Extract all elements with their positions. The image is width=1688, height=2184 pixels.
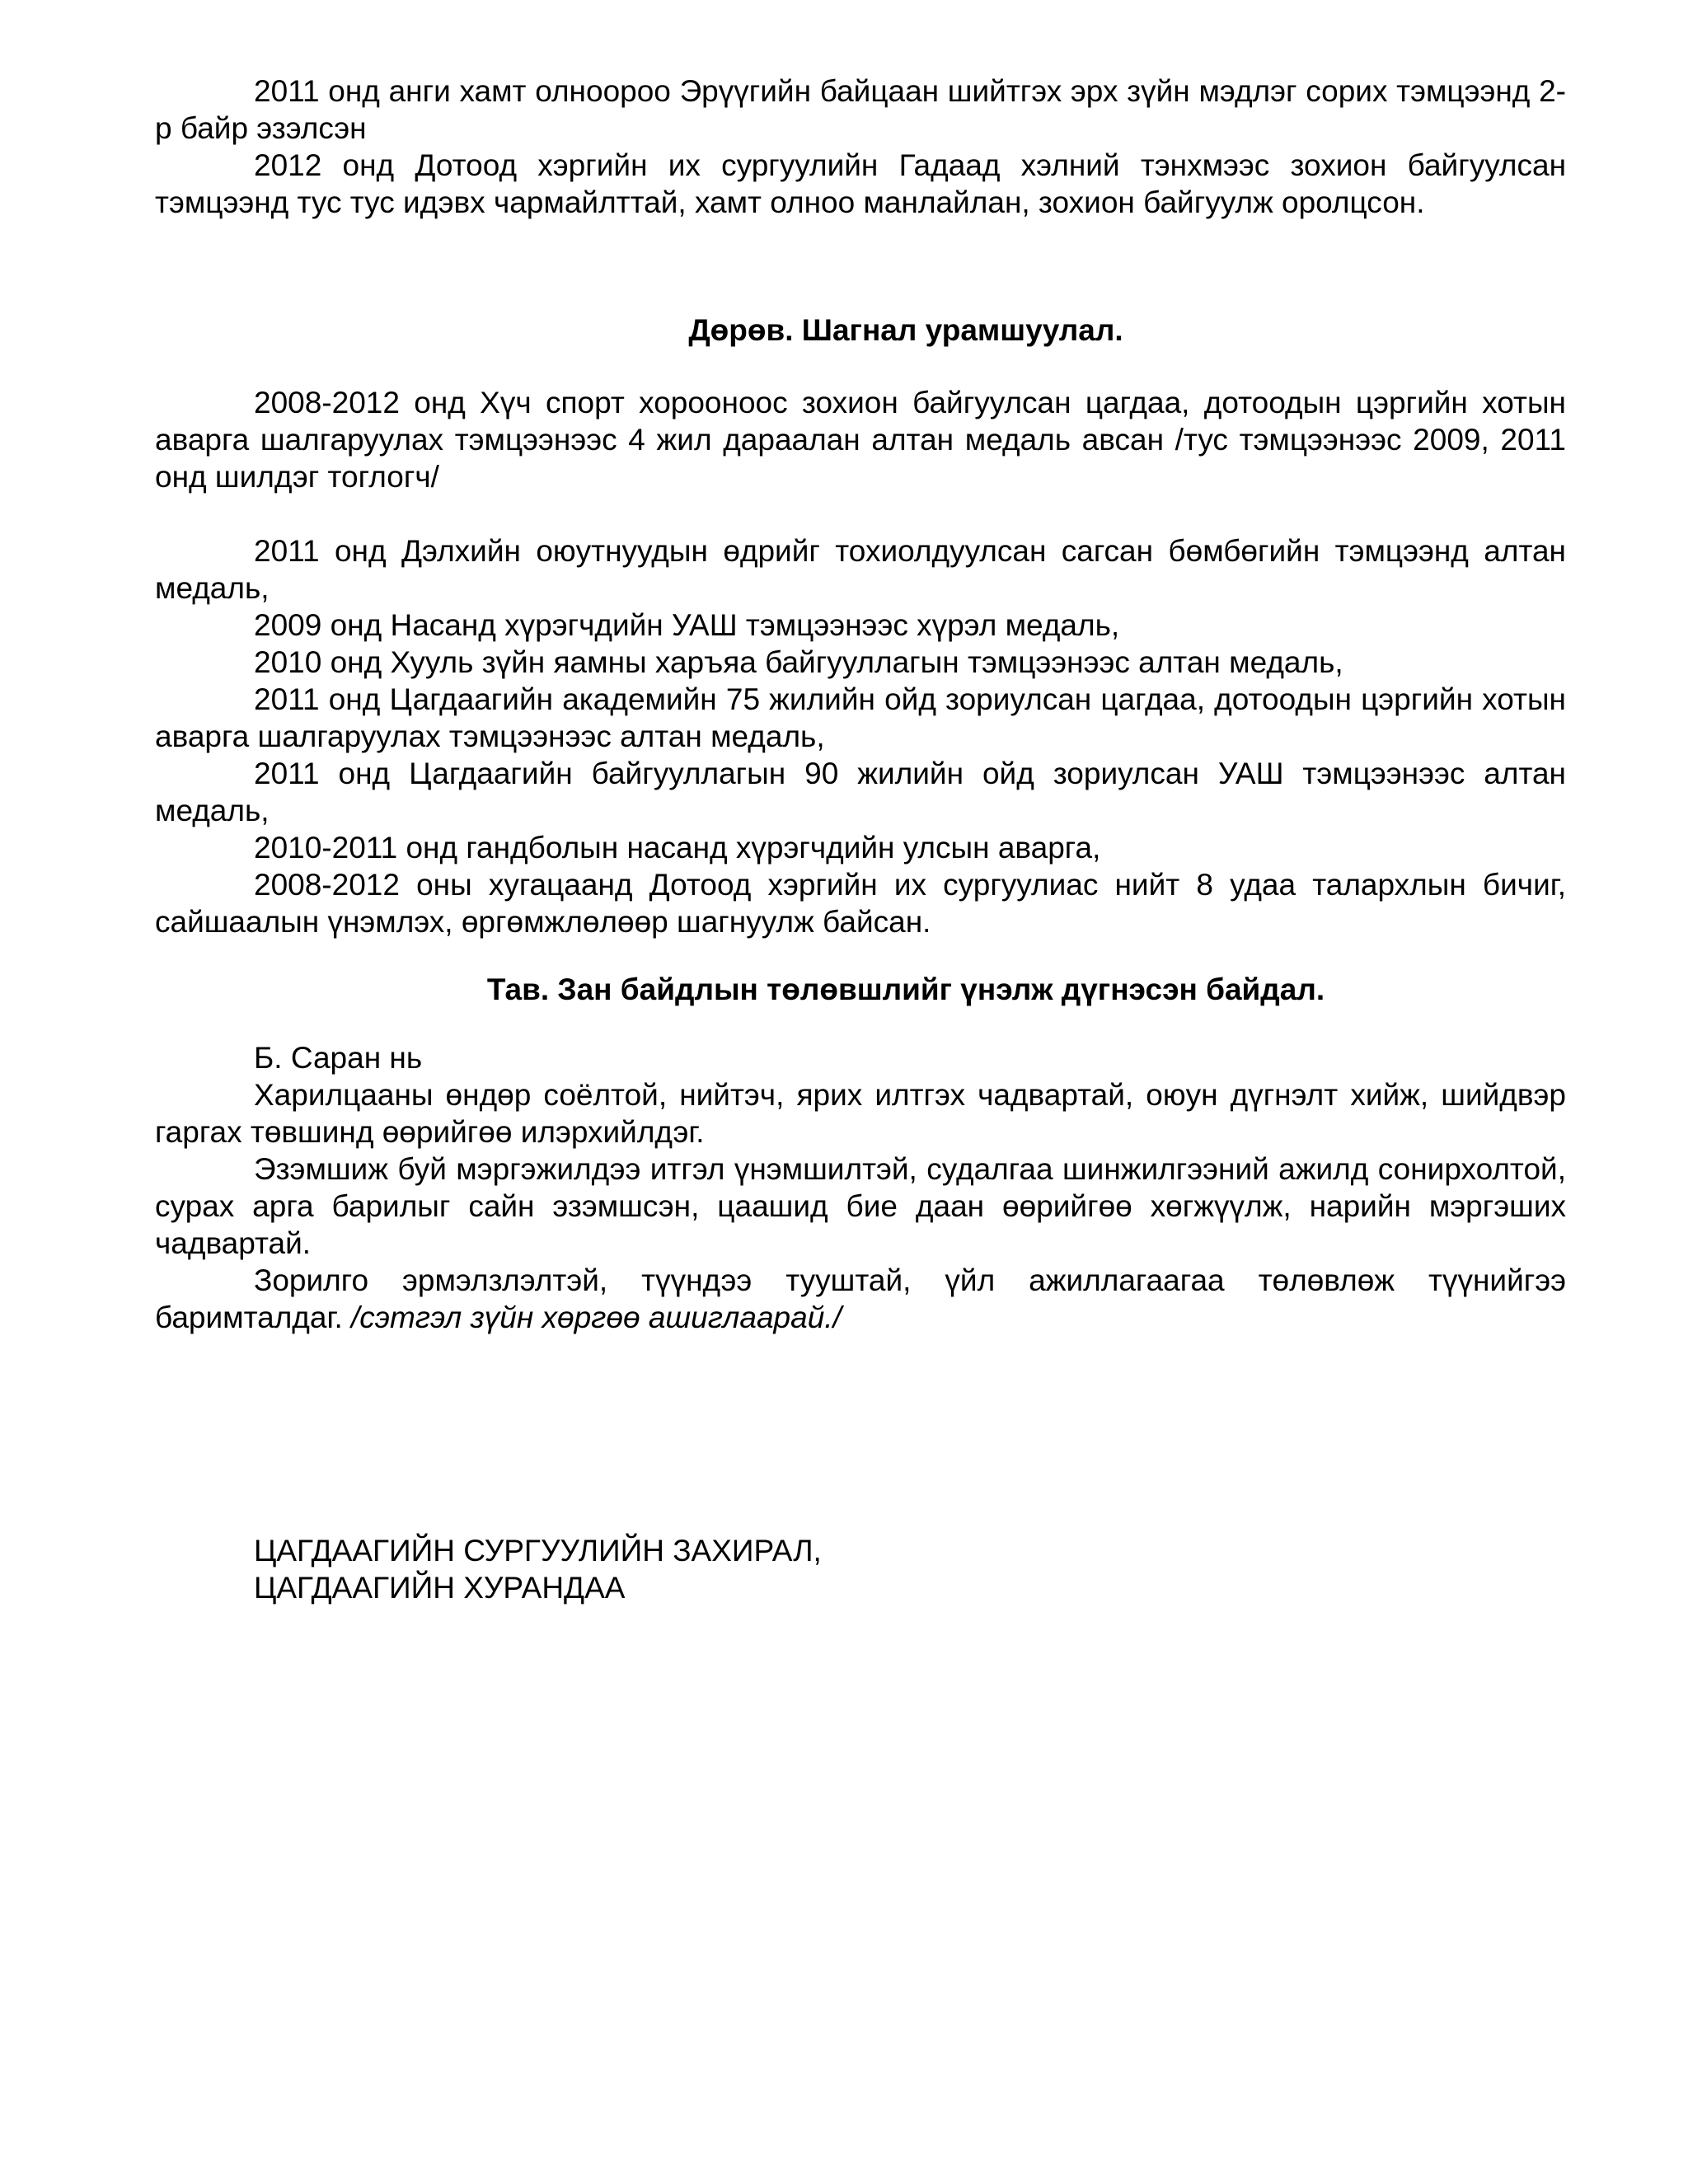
award-item: 2011 онд Цагдаагийн академийн 75 жилийн ойд зориулсан цагдаа, дотоодын цэргийн хотын аварга шалгаруулах тэмцээнээс алтан медаль, bbox=[155, 682, 1566, 753]
signature-line-2: ЦАГДААГИЙН ХУРАНДАА bbox=[254, 1571, 626, 1605]
section5-subject: Б. Саран нь bbox=[254, 1041, 423, 1075]
award-item: 2010-2011 онд гандболын насанд хүрэгчдийн улсын аварга, bbox=[254, 831, 1101, 865]
award-item: 2011 онд Цагдаагийн байгууллагын 90 жилийн ойд зориулсан УАШ тэмцээнээс алтан медаль, bbox=[155, 757, 1566, 827]
section5-paragraph-1: Харилцааны өндөр соёлтой, нийтэч, ярих илтгэх чадвартай, оюун дүгнэлт хийж, шийдвэр гаргах төвшинд өөрийгөө илэрхийлдэг. bbox=[155, 1078, 1566, 1149]
section5-paragraph-3-italic-note: /сэтгэл зүйн хөргөө ашиглаарай./ bbox=[351, 1301, 842, 1334]
section5-heading: Тав. Зан байдлын төлөвшлийг үнэлж дүгнэсэн байдал. bbox=[486, 972, 1325, 1006]
section4-heading: Дөрөв. Шагнал урамшуулал. bbox=[688, 313, 1123, 347]
signature-line-1: ЦАГДААГИЙН СУРГУУЛИЙН ЗАХИРАЛ, bbox=[254, 1534, 822, 1568]
award-item: 2009 онд Насанд хүрэгчдийн УАШ тэмцээнээс хүрэл медаль, bbox=[254, 608, 1120, 642]
section5-paragraph-3-text: Зорилго эрмэлзлэлтэй, түүндээ тууштай, үйл ажиллагаагаа төлөвлөж түүнийгээ баримталдаг. bbox=[155, 1263, 1566, 1334]
award-item: 2011 онд Дэлхийн оюутнуудын өдрийг тохиолдуулсан сагсан бөмбөгийн тэмцээнд алтан медаль, bbox=[155, 534, 1566, 605]
signature-block bbox=[155, 1532, 1566, 1606]
award-item: 2010 онд Хууль зүйн яамны харъяа байгууллагын тэмцээнээс алтан медаль, bbox=[254, 645, 1343, 679]
section3-paragraph-1: 2011 онд анги хамт олноороо Эрүүгийн байцаан шийтгэх эрх зүйн мэдлэг сорих тэмцээнд 2-р байр эзэлсэн bbox=[155, 74, 1566, 145]
section5-paragraph-2: Эзэмшиж буй мэргэжилдээ итгэл үнэмшилтэй, судалгаа шинжилгээний ажилд сонирхолтой, сурах арга барилыг сайн эзэмшсэн, цаашид бие даан өөрийгөө хөгжүүлж, нарийн мэргэших чадвартай. bbox=[155, 1152, 1566, 1260]
section5-paragraph-3 bbox=[155, 1262, 1566, 1336]
award-item: 2008-2012 оны хугацаанд Дотоод хэргийн их сургуулиас нийт 8 удаа талархлын бичиг, сайшаалын үнэмлэх, өргөмжлөлөөр шагнуулж байсан. bbox=[155, 868, 1566, 939]
section3-paragraph-2: 2012 онд Дотоод хэргийн их сургуулийн Гадаад хэлний тэнхмээс зохион байгуулсан тэмцээнд тус тус идэвх чармайлттай, хамт олноо манлайлан, зохион байгуулж оролцсон. bbox=[155, 148, 1566, 219]
document-page bbox=[155, 73, 1566, 1606]
section4-intro: 2008-2012 онд Хүч спорт хорооноос зохион байгуулсан цагдаа, дотоодын цэргийн хотын аварга шалгаруулах тэмцээнээс 4 жил дараалан алтан медаль авсан /тус тэмцээнээс 2009, 2011 онд шилдэг тоглогч/ bbox=[155, 386, 1566, 494]
